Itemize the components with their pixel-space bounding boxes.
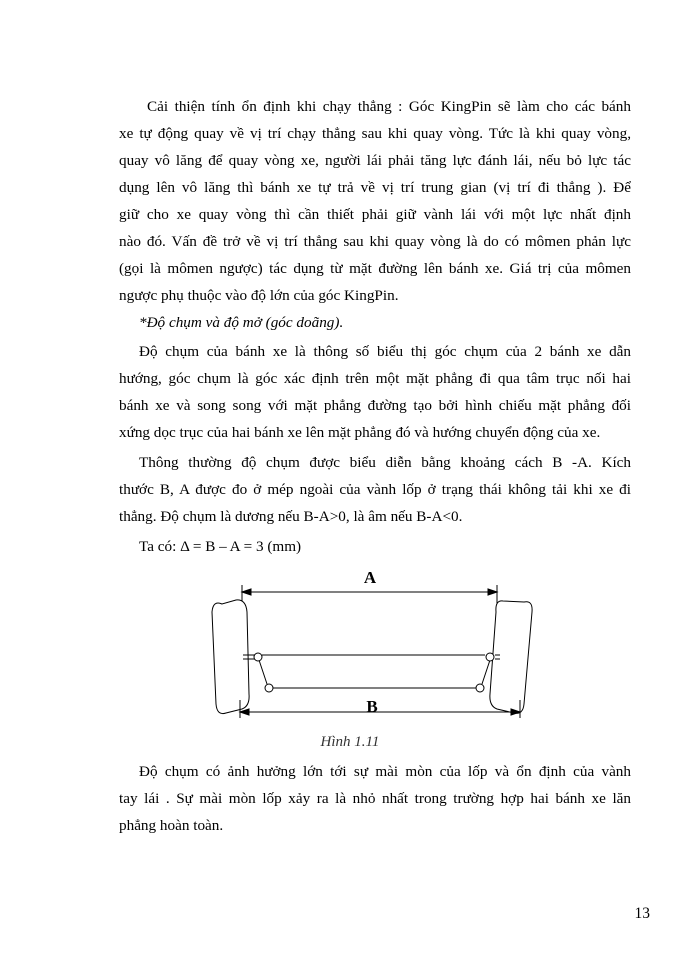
paragraph-2-line-1: Độ chụm của bánh xe là thông số biểu thị góc chụm của 2 bánh xe dẫn xyxy=(139,343,631,360)
left-wheel xyxy=(212,600,249,714)
paragraph-3-line-3: thẳng. Độ chụm là dương nếu B-A>0, là âm nếu B-A<0. xyxy=(119,508,463,525)
figure-caption: Hình 1.11 xyxy=(320,734,380,750)
paragraph-1-line-4: dụng lên vô lăng thì bánh xe tự trả về vị trí trung gian (vị trí đi thẳng ). Để xyxy=(119,179,631,196)
paragraph-1-line-5: giữ cho xe quay vòng thì cần thiết phải giữ vành lái với một lực nhất định xyxy=(119,206,631,223)
steering-linkage xyxy=(243,655,500,688)
paragraph-4-line-3: phẳng hoàn toàn. xyxy=(119,817,224,834)
dimension-a-label: A xyxy=(363,568,377,587)
paragraph-2-line-2: hướng, góc chụm là góc xác định trên một mặt phẳng đi qua tâm trục nối hai xyxy=(119,370,631,387)
paragraph-4-line-2: tay lái . Sự mài mòn lốp xảy ra là nhỏ nhất trong trường hợp hai bánh xe lăn xyxy=(119,790,631,807)
linkage-joints xyxy=(254,653,494,692)
paragraph-2-line-4: xứng dọc trục của hai bánh xe lên mặt phẳng đó và hướng chuyển động của xe. xyxy=(119,424,601,441)
paragraph-1-line-6: nào đó. Vấn đề trở về vị trí thẳng sau khi quay vòng là do có mômen phản lực xyxy=(119,233,631,250)
paragraph-4-line-1: Độ chụm có ảnh hưởng lớn tới sự mài mòn của lốp và ổn định của vành xyxy=(139,763,631,780)
paragraph-3-line-1: Thông thường độ chụm được biểu diễn bằng khoảng cách B -A. Kích xyxy=(139,454,631,471)
right-wheel xyxy=(490,601,532,713)
paragraph-3-line-2: thước B, A được đo ở mép ngoài của vành lốp ở trạng thái không tải khi xe đi xyxy=(119,481,631,498)
paragraph-1-line-8: ngược phụ thuộc vào độ lớn của góc KingPin. xyxy=(119,287,399,304)
section-subheading: *Độ chụm và độ mở (góc doãng). xyxy=(139,314,344,331)
page-number: 13 xyxy=(634,905,650,922)
paragraph-1-line-3: quay vô lăng để quay vòng xe, người lái phải tăng lực đánh lái, nếu bỏ lực tác xyxy=(119,152,631,169)
dimension-b-label: B xyxy=(366,697,378,716)
dimension-b xyxy=(240,700,520,718)
paragraph-1-line-7: (gọi là mômen ngược) tác dụng từ mặt đường lên bánh xe. Giá trị của mômen xyxy=(119,260,631,277)
paragraph-2-line-3: bánh xe và song song với mặt phẳng đường tạo bởi hình chiếu mặt phẳng đối xyxy=(119,397,631,414)
toe-formula: Ta có: Δ = B – A = 3 (mm) xyxy=(139,538,302,555)
paragraph-1-line-2: xe tự động quay về vị trí chạy thẳng sau khi quay vòng. Tức là khi quay vòng, xyxy=(119,125,631,142)
dimension-a xyxy=(242,585,497,606)
paragraph-1-line-1: Cải thiện tính ổn định khi chạy thẳng : Góc KingPin sẽ làm cho các bánh xyxy=(147,98,631,115)
